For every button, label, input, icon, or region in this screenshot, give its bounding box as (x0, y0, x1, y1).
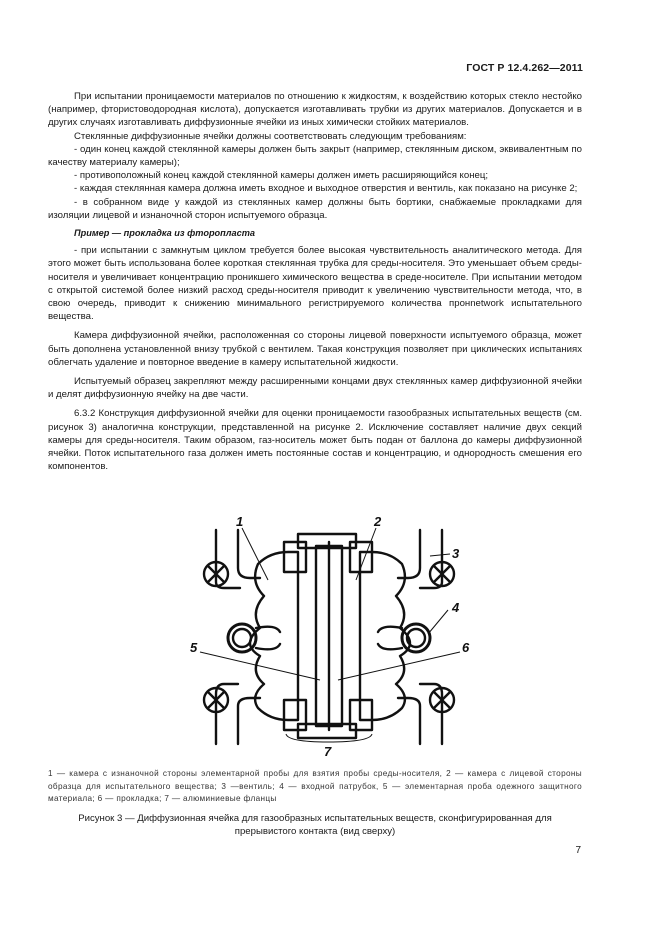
page-number: 7 (575, 845, 581, 856)
figure-label-4: 4 (452, 600, 460, 615)
paragraph: 6.3.2 Конструкция диффузионной ячейки для оценки проницаемости газообразных испытательных веществ (см. рисунок 3) аналогична конструкции, представленной на рисунке 2. Исключение составляет наличие двух секций камеры для среды-носителя. Таким образом, газ-носитель может быть подан от баллона до камеры диффузионной ячейки. Поток испытательного газа должен иметь постоянные состав и концентрацию, и однородность смешения его компонентов. (48, 408, 582, 473)
figure-label-2: 2 (374, 514, 382, 529)
body-text (48, 90, 582, 473)
figure-label-6: 6 (462, 640, 470, 655)
figure-legend (48, 768, 582, 806)
paragraph: - при испытании с замкнутым циклом требуется более высокая чувствительность аналитического метода. Для этого может быть использована более короткая стеклянная трубка для среды-носителя. Это уменьшает объем среды-носителя и увеличивает концентрацию проникшего химического вещества в среде-носителе. При испытании методом с открытой системой более низкий расход среды-носителя приводит к увеличению чувствительности метода, что, в свою очередь, приводит к снижению минимального регистрируемого количества пронnetwork испытательного вещества. (48, 245, 582, 323)
list-item: - противоположный конец каждой стеклянной камеры должен иметь расширяющийся конец; (74, 170, 488, 182)
figure-label-5: 5 (190, 640, 198, 655)
paragraph: Стеклянные диффузионные ячейки должны соответствовать следующим требованиям: (74, 130, 467, 142)
diffusion-cell-figure (180, 512, 480, 760)
figure-caption (48, 812, 582, 838)
list-item: - каждая стеклянная камера должна иметь входное и выходное отверстия и вентиль, как показано на рисунке 2; (74, 183, 578, 195)
figure-label-3: 3 (452, 546, 460, 561)
paragraph: Испытуемый образец закрепляют между расширенными концами двух стеклянных камер диффузионной ячейки и делят диффузионную ячейку на две части. (48, 376, 582, 401)
right-inner-tube (398, 530, 420, 578)
document-code: ГОСТ Р 12.4.262—2011 (466, 62, 583, 74)
right-bottom-tube-inner (398, 698, 420, 744)
bottom-flange-left (284, 700, 306, 730)
list-item: - один конец каждой стеклянной камеры должен быть закрыт (например, стеклянным диском, эквивалентным по качеству материалу камеры); (48, 143, 582, 169)
list-item: - в собранном виде у каждой из стеклянных камер должны быть бортики, снабжаемые прокладками для изоляции лицевой и изнаночной сторон испытуемого образца. (48, 196, 582, 221)
legend-text: 1 — камера с изнаночной стороны элементарной пробы для взятия пробы среды-носителя, 2 — камера с лицевой стороны образца для испытательного вещества; 3 —вентиль; 4 — входной патрубок, 5 — элементарная проба одежного защитного материала; 6 — прокладка; 7 — алюминиевые фланцы (48, 769, 582, 803)
paragraph: Камера диффузионной ячейки, расположенная со стороны лицевой поверхности испытуемого образца, может быть дополнена установленной внизу трубкой с вентилем. Такая конструкция позволяет при циклических испытаниях облегчать удаление и повторное введение в камеру испытательной жидкости. (48, 330, 582, 368)
example-title: Пример — прокладка из фторопласта (74, 228, 255, 239)
top-flange-left (284, 542, 306, 572)
figure-label-1: 1 (236, 514, 244, 529)
caption-text: Рисунок 3 — Диффузионная ячейка для газообразных испытательных веществ, сконфигурированная для прерывистого контакта (вид сверху) (78, 813, 552, 838)
figure-label-7: 7 (324, 744, 332, 759)
paragraph: При испытании проницаемости материалов по отношению к жидкостям, к воздействию которых стекло нестойко (например, фтористоводородная кислота), допускается изготавливать трубки из других материалов. Допускается и в других случаях изготавливать диффузионные ячейки из иных химически стойких материалов. (48, 91, 582, 129)
